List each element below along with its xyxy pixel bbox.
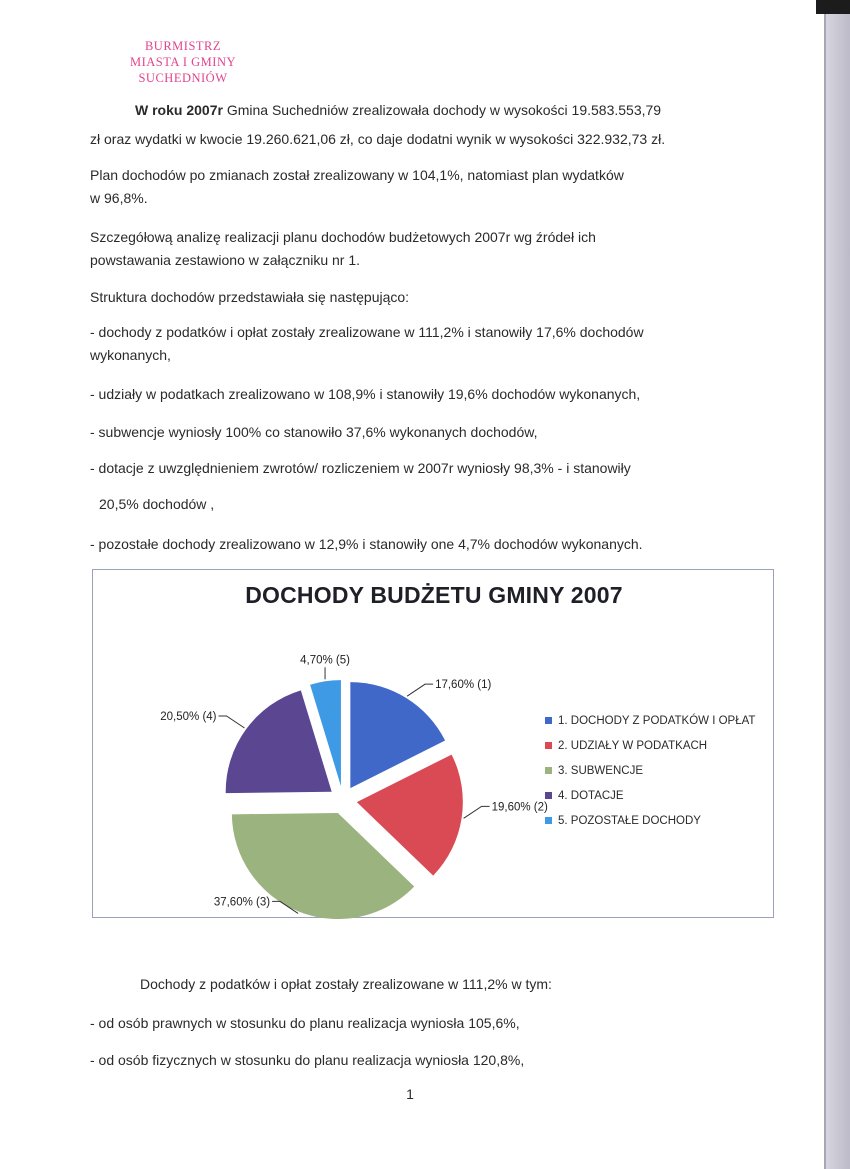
legend-swatch-2: [545, 742, 552, 749]
legend-swatch-1: [545, 717, 552, 724]
paragraph-1-line-1: [135, 99, 795, 122]
bullet-5: - pozostałe dochody zrealizowano w 12,9% i stanowiły one 4,7% dochodów wykonanych.: [90, 536, 643, 552]
legend-swatch-3: [545, 767, 552, 774]
bullet-7: - od osób fizycznych w stosunku do planu realizacja wyniosła 120,8%,: [90, 1052, 525, 1068]
leader-line-4: [219, 716, 245, 728]
data-label-4: 20,50% (4): [160, 710, 217, 723]
page-number: 1: [406, 1086, 414, 1102]
bullet-4-line-1: - dotacje z uwzględnieniem zwrotów/ rozliczeniem w 2007r wyniosły 98,3% - i stanowiły: [90, 460, 631, 476]
stamp-line-1: BURMISTRZ: [144, 39, 222, 53]
leader-line-1: [407, 684, 433, 696]
legend-label-5: 5. POZOSTAŁE DOCHODY: [558, 814, 701, 827]
bullet-6: - od osób prawnych w stosunku do planu realizacja wyniosła 105,6%,: [90, 1015, 520, 1031]
stamp-line-2: MIASTA I GMINY: [130, 55, 236, 69]
legend-swatch-4: [545, 792, 552, 799]
stamp-line-3: SUCHEDNIÓW: [138, 71, 228, 85]
chart-legend: [545, 708, 755, 833]
chart-title: DOCHODY BUDŻETU GMINY 2007: [245, 582, 623, 608]
paragraph-2-line-2: w 96,8%.: [90, 190, 148, 206]
bullet-1-line-1: - dochody z podatków i opłat zostały zrealizowane w 111,2% i stanowiły 17,6% dochodów: [90, 324, 644, 340]
pie-slice-4: [226, 690, 332, 793]
data-label-5: 4,70% (5): [300, 654, 350, 667]
leader-line-2: [464, 806, 490, 818]
revenue-pie-chart: [92, 569, 774, 918]
legend-item-1: [545, 708, 755, 733]
legend-label-4: 4. DOTACJE: [558, 789, 624, 802]
paragraph-1-bold-lead: W roku 2007r: [135, 102, 223, 118]
legend-label-1: 1. DOCHODY Z PODATKÓW I OPŁAT: [558, 714, 756, 727]
bullet-3: - subwencje wyniosły 100% co stanowiło 37,6% wykonanych dochodów,: [90, 424, 538, 440]
legend-swatch-5: [545, 817, 552, 824]
data-label-3: 37,60% (3): [213, 896, 271, 909]
bullet-1-line-2: wykonanych,: [90, 347, 171, 363]
paragraph-3-line-1: Szczegółową analizę realizacji planu dochodów budżetowych 2007r wg źródeł ich: [90, 229, 596, 245]
bullet-2: - udziały w podatkach zrealizowano w 108,9% i stanowiły 19,6% dochodów wykonanych,: [90, 386, 641, 402]
data-label-1: 17,60% (1): [435, 679, 492, 692]
legend-item-2: [545, 733, 755, 758]
page-edge-shadow: [824, 0, 850, 1169]
bullet-4-line-2: 20,5% dochodów ,: [99, 496, 215, 512]
paragraph-3-line-2: powstawania zestawiono w załączniku nr 1.: [90, 252, 361, 268]
legend-label-3: 3. SUBWENCJE: [558, 764, 643, 777]
legend-item-3: [545, 758, 755, 783]
paragraph-1-line-2: zł oraz wydatki w kwocie 19.260.621,06 zł, co daje dodatni wynik w wysokości 322.932,73 zł.: [90, 131, 666, 147]
legend-item-4: [545, 783, 755, 808]
paragraph-2-line-1: Plan dochodów po zmianach został zrealizowany w 104,1%, natomiast plan wydatków: [90, 167, 624, 183]
data-label-2: 19,60% (2): [491, 801, 548, 814]
paragraph-after-chart: Dochody z podatków i opłat zostały zrealizowane w 111,2% w tym:: [140, 976, 552, 992]
paragraph-4: Struktura dochodów przedstawiała się następująco:: [90, 289, 410, 305]
mayor-stamp: [108, 38, 258, 86]
paragraph-1-text: Gmina Suchedniów zrealizowała dochody w wysokości 19.583.553,79: [222, 102, 662, 118]
legend-item-5: [545, 808, 755, 833]
scan-corner: [816, 0, 850, 14]
legend-label-2: 2. UDZIAŁY W PODATKACH: [558, 739, 708, 752]
